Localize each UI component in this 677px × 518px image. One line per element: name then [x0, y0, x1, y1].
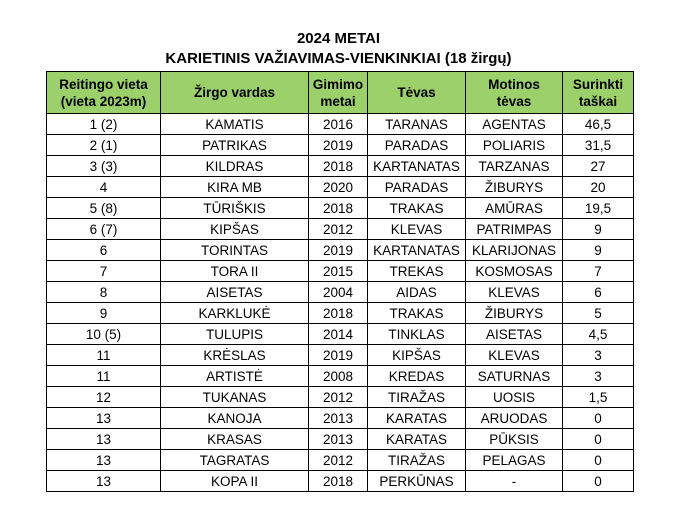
cell-points: 46,5 [563, 114, 634, 135]
cell-horse-name: TŪRIŠKIS [161, 198, 309, 219]
cell-sire: TRAKAS [368, 198, 466, 219]
cell-horse-name: KAMATIS [161, 114, 309, 135]
table-row [47, 114, 634, 135]
cell-points: 20 [563, 177, 634, 198]
header-points-line1: Surinkti [572, 76, 624, 92]
cell-dam-sire: PATRIMPAS [466, 219, 563, 240]
cell-rank: 3 (3) [47, 156, 161, 177]
cell-points: 0 [563, 450, 634, 471]
cell-birth-year: 2012 [309, 387, 368, 408]
cell-points: 31,5 [563, 135, 634, 156]
cell-sire: KARATAS [368, 429, 466, 450]
cell-birth-year: 2019 [309, 240, 368, 261]
cell-birth-year: 2015 [309, 261, 368, 282]
cell-dam-sire: KLEVAS [466, 345, 563, 366]
cell-birth-year: 2014 [309, 324, 368, 345]
table-row [47, 240, 634, 261]
cell-birth-year: 2012 [309, 450, 368, 471]
cell-rank: 13 [47, 471, 161, 492]
cell-birth-year: 2016 [309, 114, 368, 135]
cell-dam-sire: TARZANAS [466, 156, 563, 177]
cell-birth-year: 2018 [309, 471, 368, 492]
header-birth-year [309, 72, 368, 114]
cell-sire: AIDAS [368, 282, 466, 303]
cell-rank: 1 (2) [47, 114, 161, 135]
header-points-line2: taškai [578, 93, 618, 109]
cell-points: 1,5 [563, 387, 634, 408]
cell-rank: 9 [47, 303, 161, 324]
table-row [47, 387, 634, 408]
cell-rank: 8 [47, 282, 161, 303]
cell-dam-sire: AISETAS [466, 324, 563, 345]
cell-points: 0 [563, 471, 634, 492]
cell-rank: 13 [47, 429, 161, 450]
cell-points: 5 [563, 303, 634, 324]
cell-birth-year: 2020 [309, 177, 368, 198]
cell-sire: PARADAS [368, 135, 466, 156]
cell-dam-sire: - [466, 471, 563, 492]
ranking-table [46, 71, 634, 492]
header-rank [47, 72, 161, 114]
header-birth-year-line1: Gimimo [312, 76, 364, 92]
cell-sire: TIRAŽAS [368, 387, 466, 408]
table-row [47, 429, 634, 450]
cell-birth-year: 2004 [309, 282, 368, 303]
cell-dam-sire: PELAGAS [466, 450, 563, 471]
header-sire [368, 72, 466, 114]
cell-birth-year: 2019 [309, 135, 368, 156]
document-title: 2024 METAI [296, 30, 381, 47]
header-dam-sire-line1: Motinos [488, 76, 540, 92]
cell-horse-name: TORINTAS [161, 240, 309, 261]
cell-horse-name: ARTISTĖ [161, 366, 309, 387]
cell-horse-name: KARKLUKĖ [161, 303, 309, 324]
document-subtitle: KARIETINIS VAŽIAVIMAS-VIENKINKIAI (18 žirgų) [165, 50, 512, 67]
cell-points: 3 [563, 345, 634, 366]
header-sire-line1: Tėvas [397, 85, 436, 100]
cell-rank: 13 [47, 408, 161, 429]
cell-sire: TARANAS [368, 114, 466, 135]
header-horse-name-line1: Žirgo vardas [193, 85, 276, 100]
cell-points: 9 [563, 219, 634, 240]
cell-dam-sire: KOSMOSAS [466, 261, 563, 282]
cell-points: 6 [563, 282, 634, 303]
cell-sire: TINKLAS [368, 324, 466, 345]
cell-horse-name: TAGRATAS [161, 450, 309, 471]
header-rank-line1: Reitingo vieta [59, 76, 148, 92]
cell-horse-name: KOPA II [161, 471, 309, 492]
cell-horse-name: KIPŠAS [161, 219, 309, 240]
cell-birth-year: 2018 [309, 198, 368, 219]
table-row [47, 135, 634, 156]
cell-horse-name: TULUPIS [161, 324, 309, 345]
cell-horse-name: KILDRAS [161, 156, 309, 177]
cell-points: 4,5 [563, 324, 634, 345]
cell-sire: TREKAS [368, 261, 466, 282]
cell-points: 9 [563, 240, 634, 261]
cell-points: 19,5 [563, 198, 634, 219]
cell-horse-name: TORA II [161, 261, 309, 282]
table-row [47, 366, 634, 387]
header-birth-year-line2: metai [320, 93, 356, 109]
cell-rank: 6 (7) [47, 219, 161, 240]
table-row [47, 408, 634, 429]
table-row [47, 177, 634, 198]
cell-rank: 13 [47, 450, 161, 471]
table-row [47, 198, 634, 219]
cell-dam-sire: ŽIBURYS [466, 303, 563, 324]
cell-dam-sire: KLARIJONAS [466, 240, 563, 261]
cell-birth-year: 2018 [309, 303, 368, 324]
cell-points: 27 [563, 156, 634, 177]
cell-points: 0 [563, 429, 634, 450]
cell-sire: TRAKAS [368, 303, 466, 324]
cell-sire: PERKŪNAS [368, 471, 466, 492]
cell-dam-sire: KLEVAS [466, 282, 563, 303]
cell-dam-sire: SATURNAS [466, 366, 563, 387]
header-dam-sire [466, 72, 563, 114]
cell-birth-year: 2008 [309, 366, 368, 387]
cell-sire: KARTANATAS [368, 240, 466, 261]
table-header-row [47, 72, 634, 114]
cell-birth-year: 2019 [309, 345, 368, 366]
cell-dam-sire: POLIARIS [466, 135, 563, 156]
cell-rank: 10 (5) [47, 324, 161, 345]
table-row [47, 282, 634, 303]
cell-sire: KREDAS [368, 366, 466, 387]
table-row [47, 471, 634, 492]
table-row [47, 324, 634, 345]
cell-sire: KLEVAS [368, 219, 466, 240]
cell-rank: 7 [47, 261, 161, 282]
cell-birth-year: 2018 [309, 156, 368, 177]
cell-rank: 12 [47, 387, 161, 408]
table-body [47, 114, 634, 492]
header-rank-line2: (vieta 2023m) [60, 93, 147, 109]
cell-birth-year: 2013 [309, 429, 368, 450]
header-points [563, 72, 634, 114]
table-row [47, 345, 634, 366]
cell-dam-sire: ŽIBURYS [466, 177, 563, 198]
cell-dam-sire: AGENTAS [466, 114, 563, 135]
cell-horse-name: KRASAS [161, 429, 309, 450]
cell-rank: 11 [47, 345, 161, 366]
table-row [47, 303, 634, 324]
cell-sire: KIPŠAS [368, 345, 466, 366]
cell-points: 0 [563, 408, 634, 429]
cell-rank: 2 (1) [47, 135, 161, 156]
table-row [47, 261, 634, 282]
cell-rank: 4 [47, 177, 161, 198]
cell-rank: 6 [47, 240, 161, 261]
cell-dam-sire: AMŪRAS [466, 198, 563, 219]
cell-points: 7 [563, 261, 634, 282]
cell-dam-sire: UOSIS [466, 387, 563, 408]
cell-rank: 11 [47, 366, 161, 387]
cell-birth-year: 2013 [309, 408, 368, 429]
table-row [47, 450, 634, 471]
header-dam-sire-line2: tėvas [496, 93, 532, 109]
table-row [47, 219, 634, 240]
cell-horse-name: TUKANAS [161, 387, 309, 408]
cell-horse-name: PATRIKAS [161, 135, 309, 156]
cell-birth-year: 2012 [309, 219, 368, 240]
cell-horse-name: AISETAS [161, 282, 309, 303]
cell-horse-name: KRĖSLAS [161, 345, 309, 366]
cell-sire: KARATAS [368, 408, 466, 429]
cell-sire: KARTANATAS [368, 156, 466, 177]
cell-dam-sire: PŪKSIS [466, 429, 563, 450]
table-row [47, 156, 634, 177]
cell-dam-sire: ARUODAS [466, 408, 563, 429]
header-horse-name [161, 72, 309, 114]
cell-points: 3 [563, 366, 634, 387]
cell-horse-name: KANOJA [161, 408, 309, 429]
cell-horse-name: KIRA MB [161, 177, 309, 198]
cell-rank: 5 (8) [47, 198, 161, 219]
cell-sire: PARADAS [368, 177, 466, 198]
cell-sire: TIRAŽAS [368, 450, 466, 471]
